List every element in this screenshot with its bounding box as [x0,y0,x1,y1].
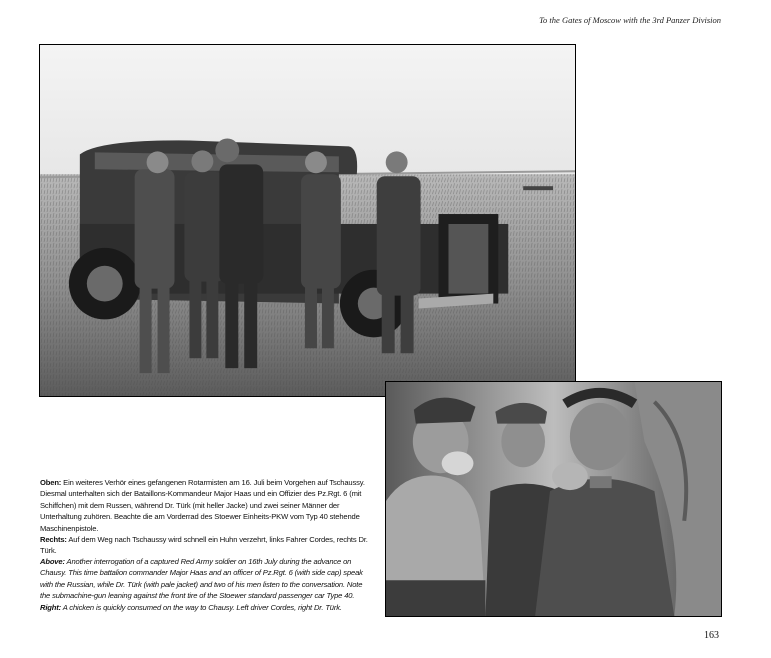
caption-german-above-text: Ein weiteres Verhör eines gefangenen Rotarmisten am 16. Juli beim Vorgehen auf Tschaussy. Diesmal unterhalten sich der Bataillons-Kommandeur Major Haas und ein Offizier des Pz.Rgt. 6 (mit Schiffchen) mit dem Russen, während Dr. Türk (mit heller Jacke) und zwei seiner Männer der Unterhaltung zuhören. Beachte die am Vorderrad des Stoewer Einheits-PKW vom Typ 40 stehende Maschinenpistole. [40,478,365,533]
caption-english-above-text: Another interrogation of a captured Red Army soldier on 16th July during the advance on Chausy. This time battalion commander Major Haas and an officer of Pz.Rgt. 6 (with side cap) speak with the Russian, while Dr. Türk (with pale jacket) and two of his men listen to the conversation. Note the submachine-gun leaning against the front tire of the Stoewer standard passenger car Type 40. [40,557,363,601]
caption-german-right-label: Rechts: [40,535,67,545]
caption-english-right-text: A chicken is quickly consumed on the way to Chausy. Left driver Cordes, right Dr. Türk. [62,602,342,612]
caption-english [40,556,370,613]
page-number: 163 [704,630,719,641]
caption-english-right-label: Right: [40,602,62,612]
photo-soldiers-eating-image [386,382,721,616]
caption-english-above-label: Above: [40,557,65,566]
photo-soldiers-with-car-image [40,45,575,396]
caption-german [40,477,370,557]
caption-german-above-label: Oben: [40,478,62,487]
photo-soldiers-eating [385,381,722,617]
caption-german-right-text: Auf dem Weg nach Tschaussy wird schnell ein Huhn verzehrt, links Fahrer Cordes, rechts Dr. Türk. [40,535,368,556]
photo-soldiers-with-car [39,44,576,397]
running-head: To the Gates of Moscow with the 3rd Panzer Division [539,15,721,25]
